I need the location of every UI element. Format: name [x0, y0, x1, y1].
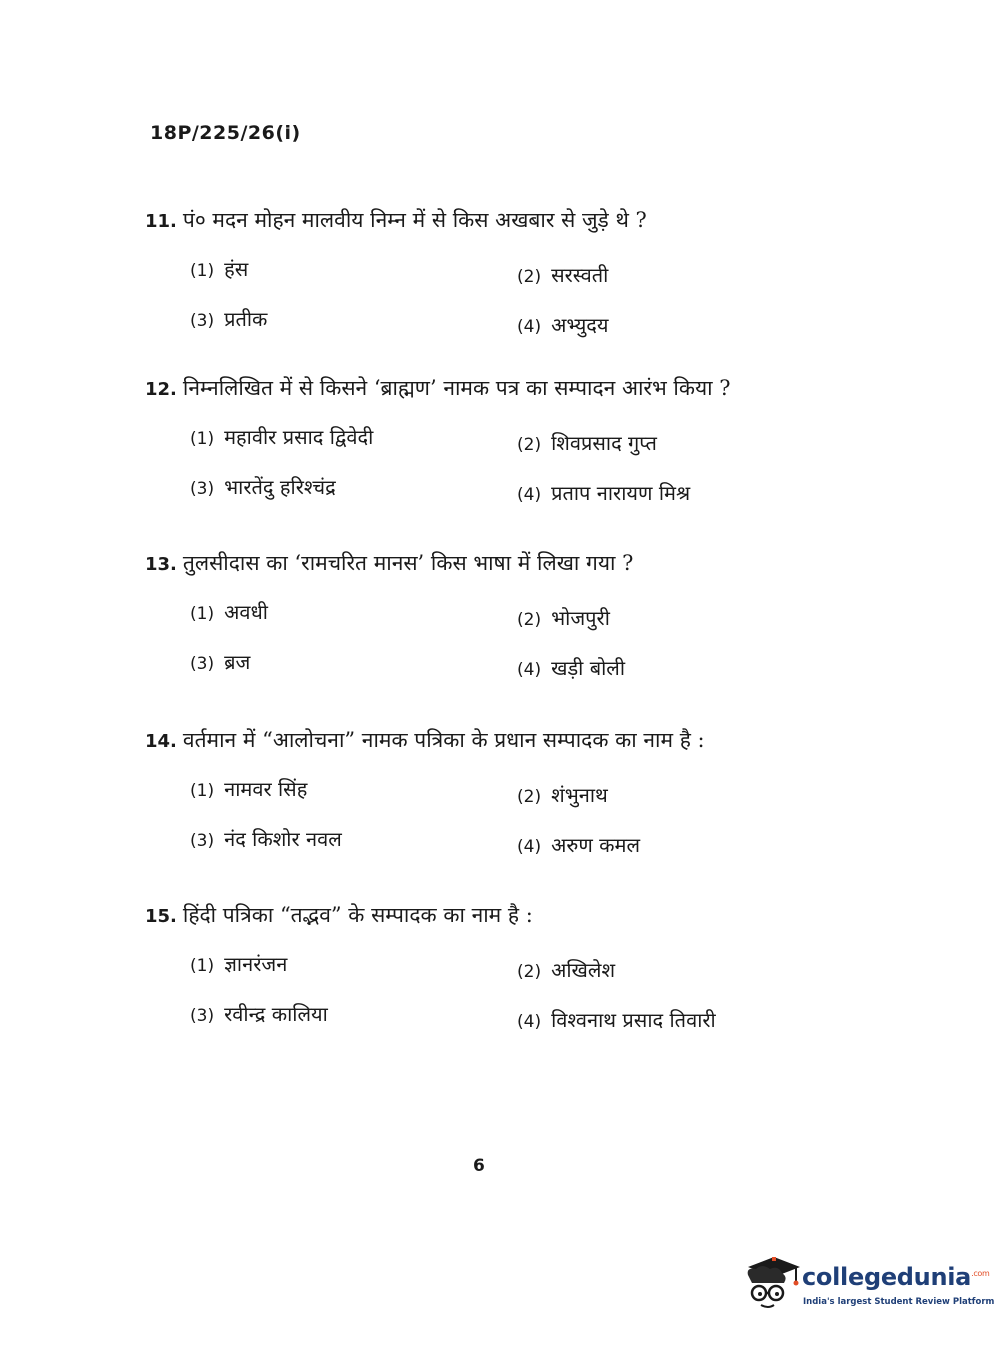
option-1 [190, 598, 268, 625]
question-text [145, 548, 845, 580]
option-4 [517, 654, 625, 681]
brand-suffix: .com [971, 1269, 990, 1278]
option-3 [190, 473, 336, 500]
option-number: (2) [517, 787, 542, 807]
option-2 [517, 429, 657, 456]
option-number: (3) [190, 479, 215, 499]
option-text: ब्रज [224, 650, 251, 674]
question-14 [145, 725, 845, 885]
option-3 [190, 305, 267, 332]
option-4 [517, 311, 609, 338]
option-number: (2) [517, 435, 542, 455]
option-number: (4) [517, 837, 542, 857]
option-text: अवधी [224, 600, 268, 624]
option-3 [190, 825, 342, 852]
question-text [145, 205, 845, 237]
option-text: प्रतीक [224, 307, 268, 331]
option-1 [190, 950, 287, 977]
option-number: (2) [517, 962, 542, 982]
option-number: (4) [517, 1012, 542, 1032]
question-number: 14. [145, 731, 177, 752]
paper-code: 18P/225/26(i) [150, 122, 301, 144]
question-text [145, 725, 845, 757]
question-number: 12. [145, 379, 177, 400]
collegedunia-watermark [742, 1253, 995, 1313]
option-text: सरस्वती [551, 263, 609, 287]
option-number: (4) [517, 317, 542, 337]
option-number: (3) [190, 654, 215, 674]
option-text: शंभुनाथ [551, 783, 608, 807]
option-text: नंद किशोर नवल [224, 827, 342, 851]
option-number: (1) [190, 956, 215, 976]
option-number: (3) [190, 311, 215, 331]
option-number: (1) [190, 781, 215, 801]
option-text: भारतेंदु हरिश्चंद्र [224, 475, 336, 499]
option-text: रवीन्द्र कालिया [224, 1002, 328, 1026]
options-grid [190, 775, 845, 885]
question-number: 11. [145, 211, 177, 232]
option-number: (3) [190, 1006, 215, 1026]
option-text: नामवर सिंह [224, 777, 308, 801]
mascot-icon [742, 1253, 802, 1311]
question-stem: तुलसीदास का ‘रामचरित मानस’ किस भाषा में लिखा गया ? [182, 551, 634, 575]
options-grid [190, 598, 845, 708]
option-number: (4) [517, 485, 542, 505]
brand-text: collegedunia [802, 1263, 972, 1291]
option-text: ज्ञानरंजन [224, 952, 288, 976]
option-number: (1) [190, 604, 215, 624]
options-grid [190, 255, 845, 365]
question-number: 15. [145, 906, 177, 927]
question-stem: निम्नलिखित में से किसने ‘ब्राह्मण’ नामक पत्र का सम्पादन आरंभ किया ? [182, 376, 731, 400]
option-text: अभ्युदय [551, 313, 609, 337]
question-stem: हिंदी पत्रिका “तद्भव” के सम्पादक का नाम है : [182, 903, 533, 927]
option-number: (2) [517, 610, 542, 630]
question-13 [145, 548, 845, 708]
page-number: 6 [473, 1156, 485, 1176]
option-1 [190, 255, 248, 282]
option-2 [517, 604, 610, 631]
option-4 [517, 831, 640, 858]
option-text: भोजपुरी [551, 606, 610, 630]
option-number: (1) [190, 429, 215, 449]
option-2 [517, 261, 608, 288]
question-text [145, 900, 845, 932]
option-text: प्रताप नारायण मिश्र [551, 481, 691, 505]
question-stem: पं० मदन मोहन मालवीय निम्न में से किस अखबार से जुड़े थे ? [182, 208, 647, 232]
option-text: शिवप्रसाद गुप्त [551, 431, 657, 455]
option-text: अखिलेश [551, 958, 616, 982]
option-2 [517, 781, 608, 808]
option-4 [517, 1006, 716, 1033]
option-1 [190, 775, 307, 802]
option-2 [517, 956, 615, 983]
option-1 [190, 423, 373, 450]
option-text: अरुण कमल [551, 833, 641, 857]
option-text: हंस [224, 257, 249, 281]
option-3 [190, 1000, 328, 1027]
brand-tagline: India's largest Student Review Platform [803, 1297, 995, 1307]
option-4 [517, 479, 690, 506]
question-12 [145, 373, 845, 533]
question-number: 13. [145, 554, 177, 575]
option-text: विश्वनाथ प्रसाद तिवारी [551, 1008, 716, 1032]
option-3 [190, 648, 250, 675]
options-grid [190, 423, 845, 533]
option-text: खड़ी बोली [551, 656, 626, 680]
question-stem: वर्तमान में “आलोचना” नामक पत्रिका के प्रधान सम्पादक का नाम है : [182, 728, 705, 752]
option-number: (1) [190, 261, 215, 281]
option-text: महावीर प्रसाद द्विवेदी [224, 425, 374, 449]
options-grid [190, 950, 845, 1060]
option-number: (4) [517, 660, 542, 680]
option-number: (3) [190, 831, 215, 851]
option-number: (2) [517, 267, 542, 287]
question-text [145, 373, 845, 405]
question-11 [145, 205, 845, 365]
brand-name [802, 1263, 990, 1291]
question-15 [145, 900, 845, 1060]
